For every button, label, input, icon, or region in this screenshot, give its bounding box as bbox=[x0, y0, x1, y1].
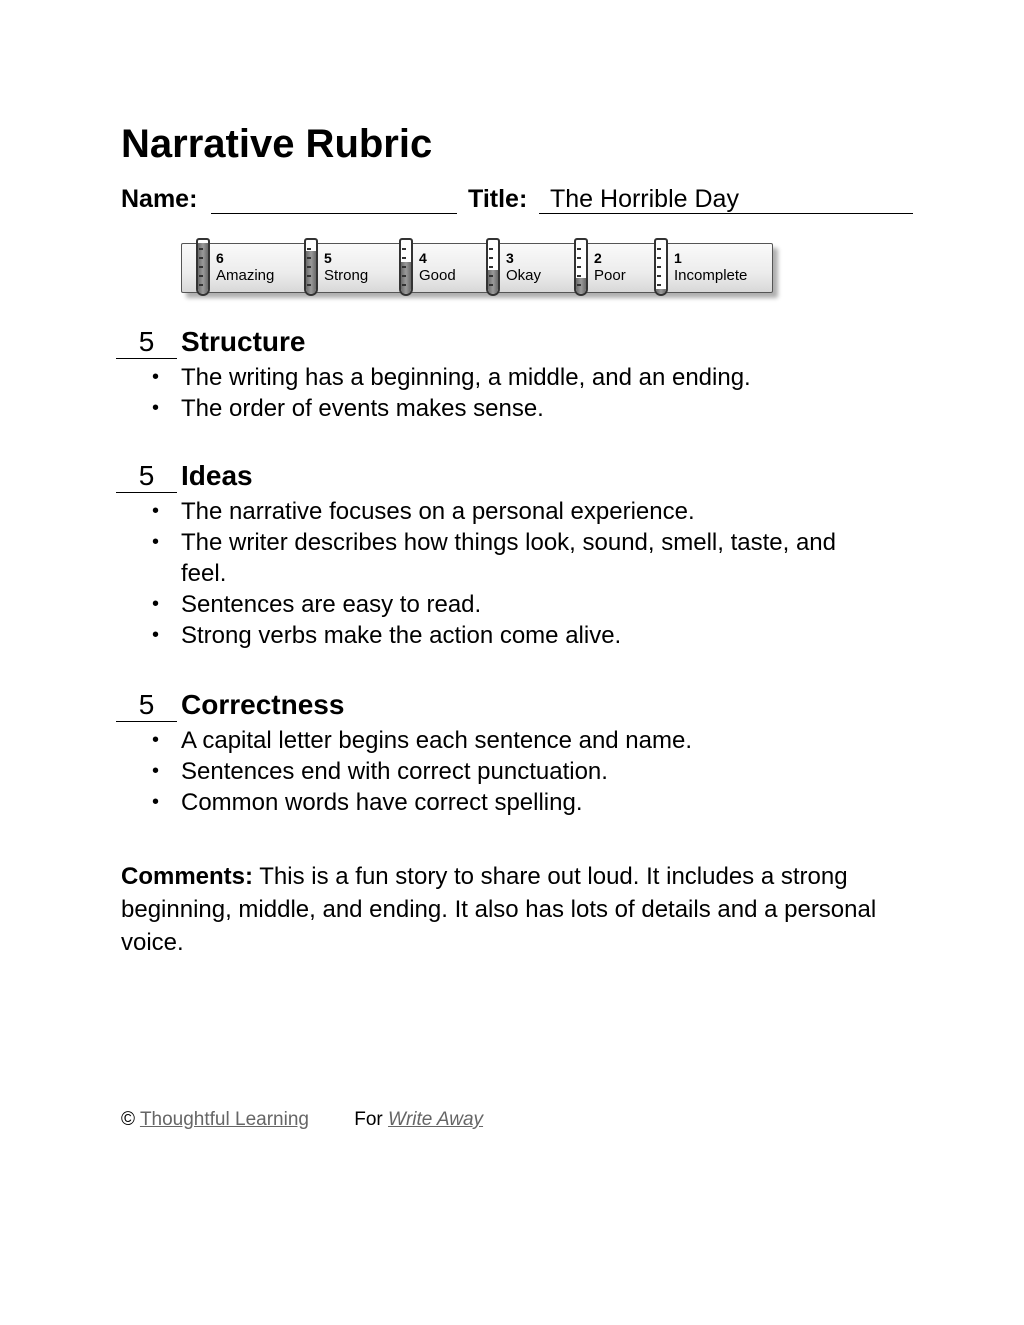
bullet-icon: • bbox=[152, 366, 160, 388]
criterion-text: The writing has a beginning, a middle, and an ending. bbox=[181, 364, 751, 391]
scale-number: 1 bbox=[674, 250, 682, 266]
bullet-icon: • bbox=[152, 500, 160, 522]
bullet-icon: • bbox=[152, 397, 160, 419]
bullet-icon: • bbox=[152, 531, 160, 553]
section-heading: Structure bbox=[181, 326, 306, 357]
criterion-item bbox=[152, 589, 872, 620]
criterion-item bbox=[152, 362, 872, 393]
scale-label: Strong bbox=[324, 267, 369, 284]
test-tube-icon bbox=[574, 238, 588, 296]
comments-text: This is a fun story to share out loud. It includes a strong beginning, middle, and ending. It also has lots of details and a personal voice. bbox=[121, 863, 877, 956]
title-value: The Horrible Day bbox=[550, 185, 739, 213]
criterion-text: Sentences end with correct punctuation. bbox=[181, 758, 608, 785]
criteria-list bbox=[152, 362, 872, 424]
criterion-item bbox=[152, 393, 872, 424]
test-tube-icon bbox=[196, 238, 210, 296]
rating-scale bbox=[181, 243, 773, 293]
copyright-symbol: © bbox=[121, 1109, 135, 1130]
name-label: Name: bbox=[121, 185, 198, 213]
scale-label: Poor bbox=[594, 267, 626, 284]
scale-label: Okay bbox=[506, 267, 542, 284]
bullet-icon: • bbox=[152, 791, 160, 813]
scale-number: 5 bbox=[324, 250, 332, 266]
bullet-icon: • bbox=[152, 624, 160, 646]
score-field[interactable]: 5 bbox=[116, 326, 177, 359]
for-label: For bbox=[354, 1109, 383, 1130]
criteria-list bbox=[152, 496, 872, 651]
name-field[interactable] bbox=[211, 184, 457, 214]
bullet-icon: • bbox=[152, 729, 160, 751]
score-field[interactable]: 5 bbox=[116, 689, 177, 722]
scale-number: 4 bbox=[419, 250, 427, 266]
test-tube-icon bbox=[654, 238, 668, 296]
bullet-icon: • bbox=[152, 760, 160, 782]
title-label: Title: bbox=[468, 185, 528, 213]
scale-label: Incomplete bbox=[674, 267, 748, 284]
criterion-item bbox=[152, 496, 872, 527]
criterion-text: The order of events makes sense. bbox=[181, 395, 544, 422]
criterion-text: A capital letter begins each sentence and name. bbox=[181, 727, 693, 754]
criterion-item bbox=[152, 620, 872, 651]
section-heading: Ideas bbox=[181, 460, 253, 491]
criterion-item bbox=[152, 725, 872, 756]
scale-label: Good bbox=[419, 267, 456, 284]
comments-label: Comments: bbox=[121, 863, 254, 890]
criterion-text: The writer describes how things look, sound, smell, taste, and feel. bbox=[181, 529, 836, 587]
section-heading: Correctness bbox=[181, 689, 345, 720]
criterion-text: Sentences are easy to read. bbox=[181, 591, 482, 618]
criterion-text: The narrative focuses on a personal experience. bbox=[181, 498, 695, 525]
scale-label: Amazing bbox=[216, 267, 275, 284]
criterion-text: Common words have correct spelling. bbox=[181, 789, 583, 816]
test-tube-icon bbox=[399, 238, 413, 296]
criterion-text: Strong verbs make the action come alive. bbox=[181, 622, 622, 649]
criterion-item bbox=[152, 756, 872, 787]
scale-number: 2 bbox=[594, 250, 602, 266]
scale-number: 6 bbox=[216, 250, 224, 266]
criterion-item bbox=[152, 787, 872, 818]
criteria-list bbox=[152, 725, 872, 818]
test-tube-icon bbox=[304, 238, 318, 296]
publisher-link[interactable]: Thoughtful Learning bbox=[139, 1109, 309, 1130]
test-tube-icon bbox=[486, 238, 500, 296]
bullet-icon: • bbox=[152, 593, 160, 615]
book-link[interactable]: Write Away bbox=[388, 1109, 484, 1130]
footer bbox=[121, 1109, 483, 1131]
page-title: Narrative Rubric bbox=[121, 122, 433, 166]
comments bbox=[121, 860, 881, 959]
scale-number: 3 bbox=[506, 250, 514, 266]
score-field[interactable]: 5 bbox=[116, 460, 177, 493]
title-field[interactable] bbox=[539, 184, 913, 214]
criterion-item bbox=[152, 527, 872, 589]
